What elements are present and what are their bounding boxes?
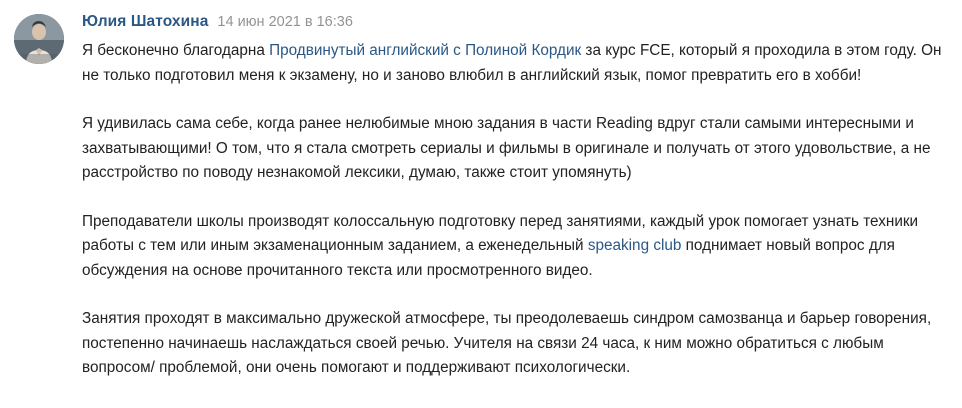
text-segment: Я удивилась сама себе, когда ранее нелюбимые мною задания в части Reading вдруг стали самыми интересными и захватывающими! О том, что я стала смотреть сериалы и фильмы в оригинале и получать от этого удовольствие, а не расстройство по поводу незнакомой лексики, думаю, также стоит упомянуть) xyxy=(82,115,931,181)
text-segment: поднимает новый вопрос для обсуждения на основе прочитанного текста или просмотренного видео. xyxy=(82,237,895,279)
text-segment: Я бесконечно благодарна xyxy=(82,42,270,59)
post-timestamp[interactable]: 14 июн 2021 в 16:36 xyxy=(217,14,353,30)
post-paragraph xyxy=(82,112,948,186)
post-paragraph xyxy=(82,39,948,88)
course-link[interactable]: Продвинутый английский с Полиной Кордик xyxy=(269,42,582,59)
text-segment: Занятия проходят в максимально дружеской атмосфере, ты преодолеваешь синдром самозванца и барьер говорения, постепенно начинаешь наслаждаться своей речью. Учителя на связи 24 часа, к ним можно обратиться с любым вопросом/ проблемой, они очень помогают и поддерживают психологически. xyxy=(82,310,932,376)
avatar[interactable] xyxy=(14,14,64,64)
post-header xyxy=(82,13,948,31)
text-segment: Преподаватели школы производят колоссальную подготовку перед занятиями, каждый урок помогает узнать техники работы с тем или иным экзаменационным заданием, а еженедельный xyxy=(82,212,919,254)
post-body xyxy=(82,39,948,381)
post-paragraph xyxy=(82,307,948,381)
avatar-image[interactable] xyxy=(14,14,64,64)
text-segment: за курс FCE, который я проходила в этом году. Он не только подготовил меня к экзамену, но и заново влюбил в английский язык, помог превратить его в хобби! xyxy=(82,42,942,84)
post-content xyxy=(82,12,948,381)
post-paragraph xyxy=(82,210,948,284)
user-photo-icon xyxy=(14,14,64,64)
author-name[interactable]: Юлия Шатохина xyxy=(82,13,209,30)
speaking-club-link[interactable]: speaking club xyxy=(587,237,682,254)
